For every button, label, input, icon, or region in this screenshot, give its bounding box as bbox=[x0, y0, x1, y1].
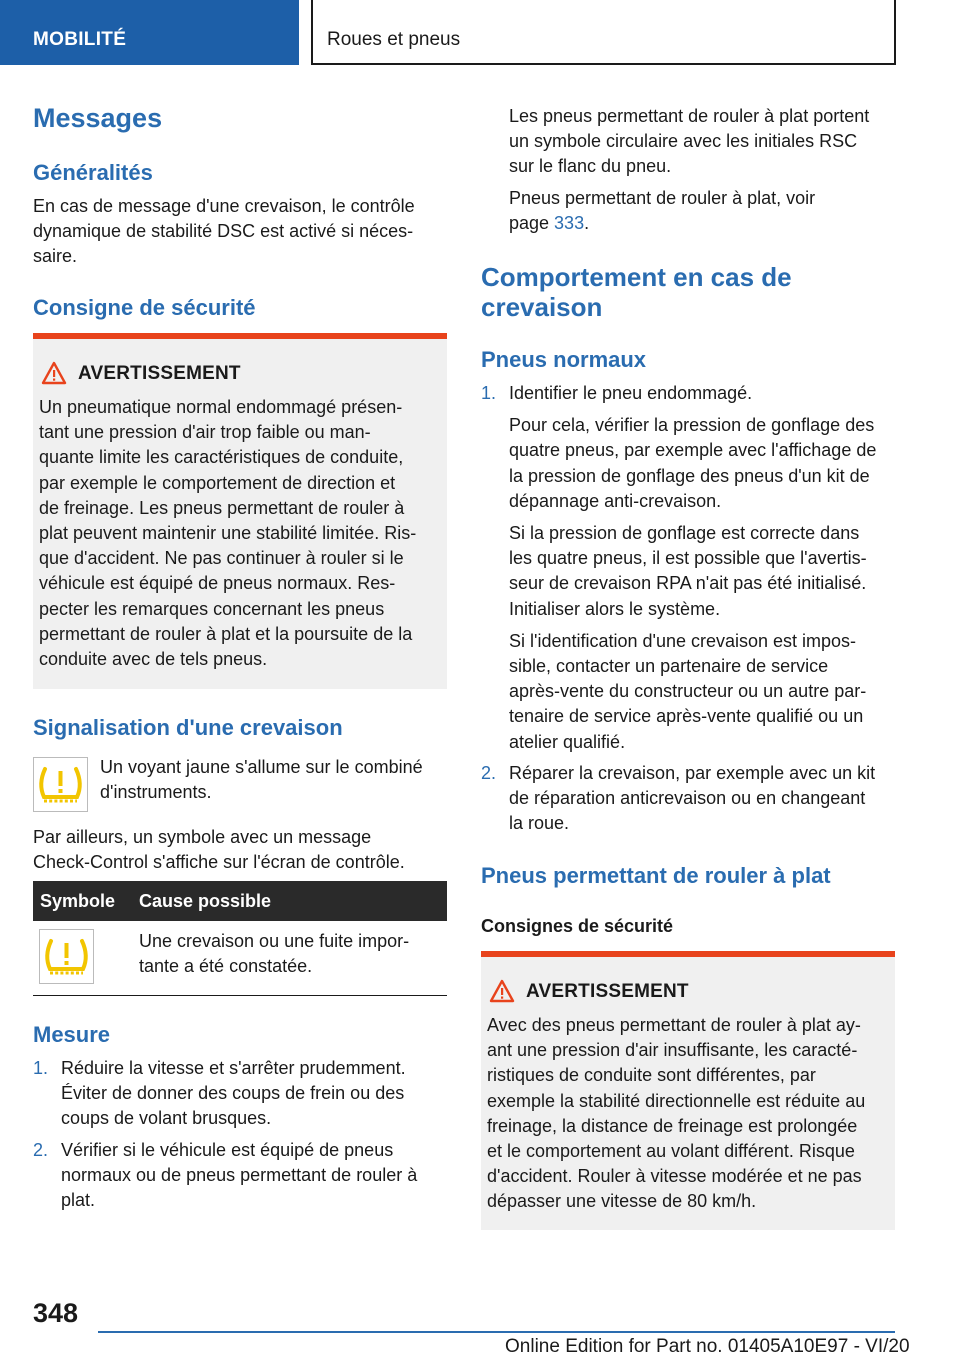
heading-generalites: Généralités bbox=[33, 160, 153, 185]
symbol-table-header bbox=[33, 881, 447, 921]
warning-title-2: AVERTISSEMENT bbox=[526, 981, 689, 1002]
heading-pneus-normaux: Pneus normaux bbox=[481, 347, 647, 372]
heading-consignes-securite: Consignes de sécurité bbox=[481, 916, 674, 936]
heading-signalisation: Signalisation d'une crevaison bbox=[33, 715, 343, 740]
rsc-text: Les pneus permettant de rouler à plat portent un symbole circulaire avec les initiales RSC sur le flanc du pneu. bbox=[509, 106, 870, 177]
heading-mesure: Mesure bbox=[33, 1022, 111, 1047]
edition-text: Online Edition for Part no. 01405A10E97 - VI/20 bbox=[505, 1336, 910, 1357]
normaux-num-2: 2. bbox=[481, 763, 497, 783]
col-header-cause: Cause possible bbox=[139, 891, 272, 911]
normaux-item-2: Réparer la crevaison, par exemple avec un kit de réparation anticrevaison ou en changeant la roue. bbox=[509, 763, 876, 834]
warning-box-2 bbox=[481, 951, 895, 1230]
warning-triangle-icon bbox=[489, 979, 515, 1003]
par-ailleurs-text: Par ailleurs, un symbole avec un message Check-Control s'affiche sur l'écran de contrôle. bbox=[33, 827, 405, 873]
warning-box bbox=[33, 333, 447, 689]
heading-messages: Messages bbox=[33, 103, 163, 133]
topic-label: Roues et pneus bbox=[327, 29, 461, 50]
normaux-num-1: 1. bbox=[481, 383, 497, 403]
heading-comportement: Comportement en cas de crevaison bbox=[481, 262, 792, 322]
warning-text: Un pneumatique normal endommagé présen- tant une pression d'air trop faible ou man- quante limite les caractéristiques de conduite, par exemple le comportement de direction et de freinage. Les pneus permettant de rouler à plat peuvent maintenir une stabilité limitée. Ris- que d'accident. Ne pas continuer à rouler si le véhicule est équipé de pneus normaux. Res- pecter les remarques concernant les pneus permettant de rouler à plat et la poursuite de la conduite avec de tels pneus. bbox=[39, 397, 417, 670]
heading-consigne: Consigne de sécurité bbox=[33, 295, 256, 320]
tire-pressure-warning-icon bbox=[33, 757, 88, 812]
tire-pressure-symbol-icon bbox=[39, 929, 94, 984]
heading-rouler-plat: Pneus permettant de rouler à plat bbox=[481, 863, 831, 888]
warning-triangle-icon bbox=[41, 361, 67, 385]
topic-tab bbox=[311, 0, 896, 65]
footer-rule bbox=[98, 1331, 895, 1333]
mesure-num-1: 1. bbox=[33, 1058, 49, 1078]
col-header-symbole: Symbole bbox=[40, 891, 116, 911]
page-number: 348 bbox=[33, 1298, 79, 1328]
mesure-item-2: Vérifier si le véhicule est équipé de pneus normaux ou de pneus permettant de rouler à plat. bbox=[61, 1140, 418, 1211]
mesure-num-2: 2. bbox=[33, 1140, 49, 1160]
mesure-item-1: Réduire la vitesse et s'arrêter prudemment. Éviter de donner des coups de frein ou des coups de volant brusques. bbox=[61, 1058, 406, 1129]
voir-text: Pneus permettant de rouler à plat, voir page 333. bbox=[509, 188, 816, 234]
table-cause-text: Une crevaison ou une fuite impor- tante a été constatée. bbox=[139, 931, 410, 977]
warning-title: AVERTISSEMENT bbox=[78, 363, 241, 384]
generalites-text: En cas de message d'une crevaison, le contrôle dynamique de stabilité DSC est activé si néces- saire. bbox=[33, 196, 415, 267]
page-link-333[interactable]: 333 bbox=[554, 213, 585, 234]
table-bottom-rule bbox=[33, 995, 447, 996]
signalisation-text: Un voyant jaune s'allume sur le combiné d'instruments. bbox=[100, 757, 423, 803]
normaux-item-1: Identifier le pneu endommagé. Pour cela, vérifier la pression de gonflage des quatre pneus, par exemple avec l'affichage de la pression de gonflage des pneus d'un kit de dépannage anti-crevaison. Si la pression de gonflage est correcte dans les quatre pneus, il est possible que l'avertis- seur de crevaison RPA n'ait pas été initialisé. Initialiser alors le système. Si l'identification d'une crevaison est impos- sible, contacter un partenaire de service après-vente du constructeur ou un autre par- tenaire de service après-vente qualifié ou un atelier qualifié. bbox=[509, 383, 877, 752]
section-label: MOBILITÉ bbox=[33, 29, 127, 50]
section-tab bbox=[0, 0, 299, 65]
warning-text-2: Avec des pneus permettant de rouler à plat ay- ant une pression d'air insuffisante, les caracté- ristiques de conduite sont différentes, par exemple la stabilité directionnelle est réduite au freinage, la distance de freinage est prolongée et le comportement au volant différent. Risque d'accident. Rouler à vitesse modérée et ne pas dépasser une vitesse de 80 km/h. bbox=[487, 1015, 866, 1212]
